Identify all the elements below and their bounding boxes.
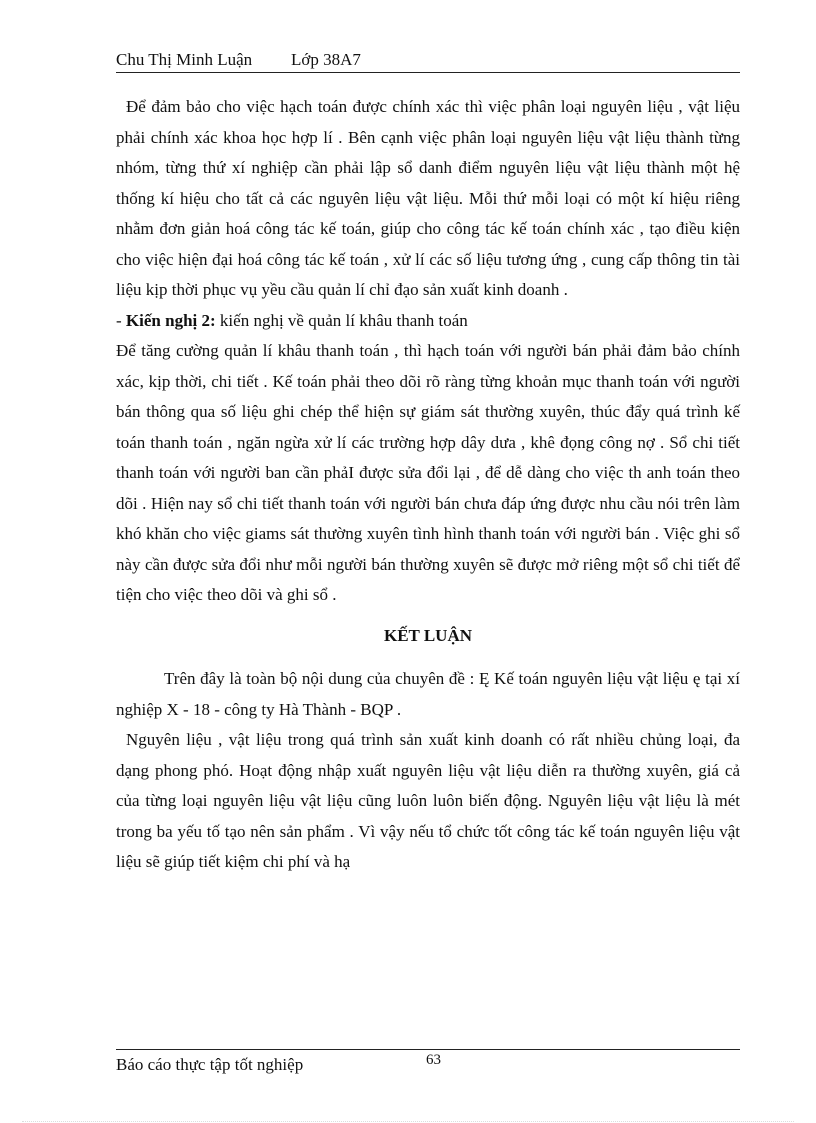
page-header (116, 48, 740, 73)
footer-divider (116, 1049, 740, 1050)
document-body (116, 92, 740, 878)
list-dash: - (116, 310, 126, 330)
header-class: Lớp 38A7 (291, 50, 361, 69)
paragraph-conclusion-body: Nguyên liệu , vật liệu trong quá trình sản xuất kinh doanh có rất nhiều chủng loại, đa dạng phong phó. Hoạt động nhập xuất nguyên liệu vật liệu diễn ra thường xuyên, giá cả của từng loại nguyên liệu vật liệu cũng luôn luôn biến động. Nguyên liệu vật liệu là mét trong ba yếu tố tạo nên sản phẩm . Vì vậy nếu tổ chức tốt công tác kế toán nguyên liệu vật liệu sẽ giúp tiết kiệm chi phí và hạ (116, 730, 740, 871)
paragraph-payment: Để tăng cường quản lí khâu thanh toán , thì hạch toán với người bán phải đảm bảo chính xác, kịp thời, chi tiết . Kế toán phải theo dõi rõ ràng từng khoản mục thanh toán với người bán thông qua số liệu ghi chép thể hiện sự giám sát thường xuyên, thúc đẩy quá trình kế toán thanh toán , ngăn ngừa xử lí các trường hợp dây dưa , khê đọng công nợ . Sổ chi tiết thanh toán với người ban cần phảI được sửa đổi lại , để dễ dàng cho việc th anh toán theo dõi . Hiện nay sổ chi tiết thanh toán với người bán chưa đáp ứng được nhu cầu nói trên làm khó khăn cho việc giams sát thường xuyên tình hình thanh toán với người bán . Việc ghi sổ này cần được sửa đổi như mỗi người bán thường xuyên sẽ được mở riêng một sổ chi tiết để tiện cho việc theo dõi và ghi sổ . (116, 341, 740, 604)
header-author: Chu Thị Minh Luận (116, 50, 253, 69)
section-heading: KẾT LUẬN (383, 625, 472, 645)
recommendation-text: kiến nghị về quản lí khâu thanh toán (215, 310, 468, 330)
footer-title: Báo cáo thực tập tốt nghiệp (116, 1055, 304, 1074)
paragraph-classification: Để đảm bảo cho việc hạch toán được chính xác thì việc phân loại nguyên liệu , vật liệu phải chính xác khoa học hợp lí . Bên cạnh việc phân loại nguyên liệu vật liệu thành từng nhóm, từng thứ xí nghiệp cần phải lập sổ danh điểm nguyên liệu vật liệu thành một hệ thống kí hiệu cho tất cả các nguyên liệu vật liệu. Mỗi thứ mỗi loại có một kí hiệu riêng nhằm đơn giản hoá công tác kế toán, giúp cho công tác kế toán chính xác , tạo điều kiện cho việc hiện đại hoá công tác kế toán , xử lí các số liệu tương ứng , cung cấp thông tin tài liệu kịp thời phục vụ yều cầu quản lí chỉ đạo sản xuất kinh doanh . (116, 97, 740, 299)
paragraph-conclusion-intro: Trên đây là toàn bộ nội dung của chuyên đề : Ę Kế toán nguyên liệu vật liệu ę tại xí nghiệp X - 18 - công ty Hà Thành - BQP . (116, 669, 740, 719)
paragraph-recommendation-2 (116, 306, 740, 337)
recommendation-label: Kiến nghị 2: (125, 310, 216, 330)
page-number: 63 (426, 1052, 441, 1068)
page-edge-divider (22, 1121, 794, 1122)
